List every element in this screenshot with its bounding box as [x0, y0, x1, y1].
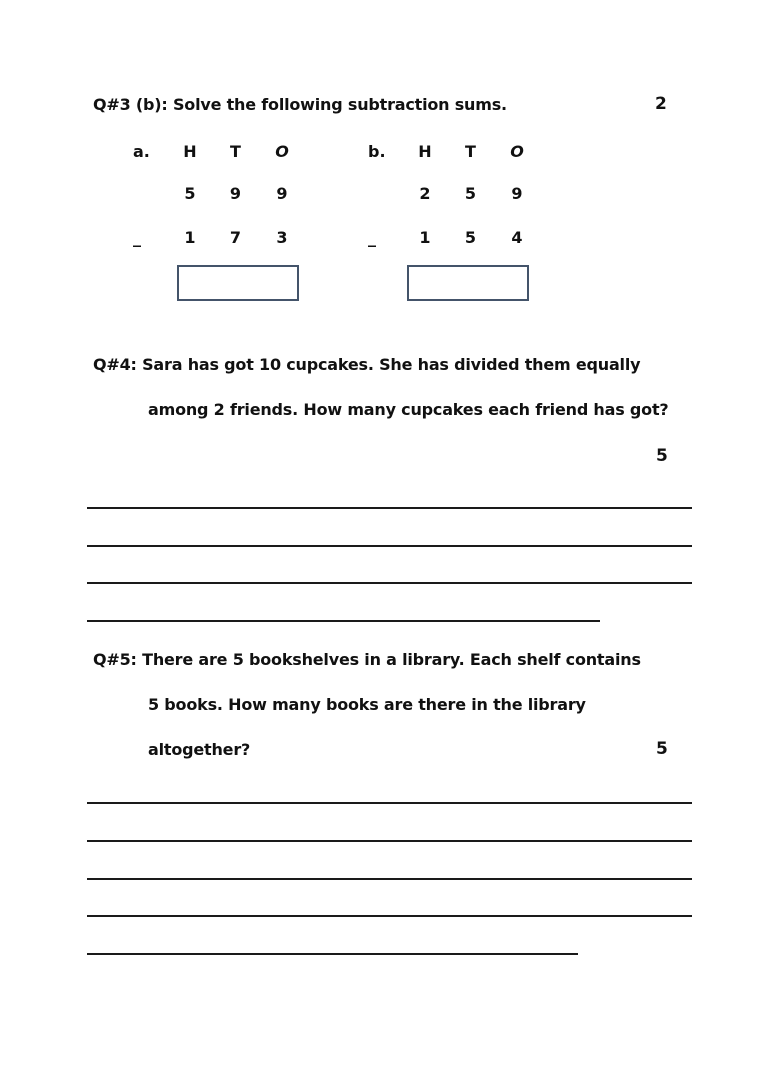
sum-a-col-hundreds: H — [183, 142, 197, 161]
sum-a-subtrahend-o: 3 — [276, 228, 288, 247]
q5-marks: 5 — [656, 739, 668, 759]
sum-b-col-tens: T — [465, 142, 476, 161]
q4-answer-line-3[interactable] — [87, 582, 692, 584]
sum-b-subtrahend-h: 1 — [419, 228, 431, 247]
q4-answer-line-2[interactable] — [87, 545, 692, 547]
sum-b-col-hundreds: H — [418, 142, 432, 161]
q5-text-line2: 5 books. How many books are there in the library — [148, 695, 586, 714]
sum-a-subtrahend-t: 7 — [229, 228, 242, 247]
sum-a-subtrahend-h: 1 — [184, 228, 196, 247]
q4-answer-line-4[interactable] — [87, 620, 600, 622]
sum-b-minuend-h: 2 — [419, 184, 431, 203]
q3-heading: Q#3 (b): Solve the following subtraction sums. — [93, 95, 507, 114]
q4-marks: 5 — [656, 446, 668, 466]
sum-b-subtrahend-o: 4 — [511, 228, 523, 247]
q5-answer-line-1[interactable] — [87, 802, 692, 804]
sum-b-spacer — [360, 184, 402, 228]
sum-b-minus-sign: _ — [368, 228, 376, 247]
sum-a-minuend-t: 9 — [229, 184, 242, 203]
sum-b-subtrahend-t: 5 — [464, 228, 477, 247]
q5-answer-line-2[interactable] — [87, 840, 692, 842]
q5-answer-line-5[interactable] — [87, 953, 578, 955]
q5-text-line3: altogether? — [148, 740, 251, 759]
sum-b-label: b. — [368, 142, 386, 161]
q4-text-line1: Q#4: Sara has got 10 cupcakes. She has divided them equally — [93, 355, 641, 374]
sum-a-answer-box[interactable] — [177, 265, 299, 301]
sum-a-spacer — [125, 184, 167, 228]
q5-answer-line-3[interactable] — [87, 878, 692, 880]
sum-b-col-ones: O — [510, 142, 524, 161]
sum-a-minuend-h: 5 — [184, 184, 196, 203]
subtraction-sum-b — [360, 142, 541, 258]
q4-text-line2: among 2 friends. How many cupcakes each friend has got? — [148, 400, 669, 419]
sum-a-minuend-o: 9 — [276, 184, 288, 203]
subtraction-sum-a — [125, 142, 306, 258]
sum-b-minuend-t: 5 — [464, 184, 477, 203]
sum-a-label: a. — [133, 142, 150, 161]
q5-text-line1: Q#5: There are 5 bookshelves in a library. Each shelf contains — [93, 650, 641, 669]
q5-answer-line-4[interactable] — [87, 915, 692, 917]
q4-answer-line-1[interactable] — [87, 507, 692, 509]
sum-b-answer-box[interactable] — [407, 265, 529, 301]
q3-marks: 2 — [655, 94, 667, 114]
sum-b-minuend-o: 9 — [511, 184, 523, 203]
sum-a-col-ones: O — [275, 142, 289, 161]
sum-a-col-tens: T — [230, 142, 241, 161]
sum-a-minus-sign: _ — [133, 228, 141, 247]
